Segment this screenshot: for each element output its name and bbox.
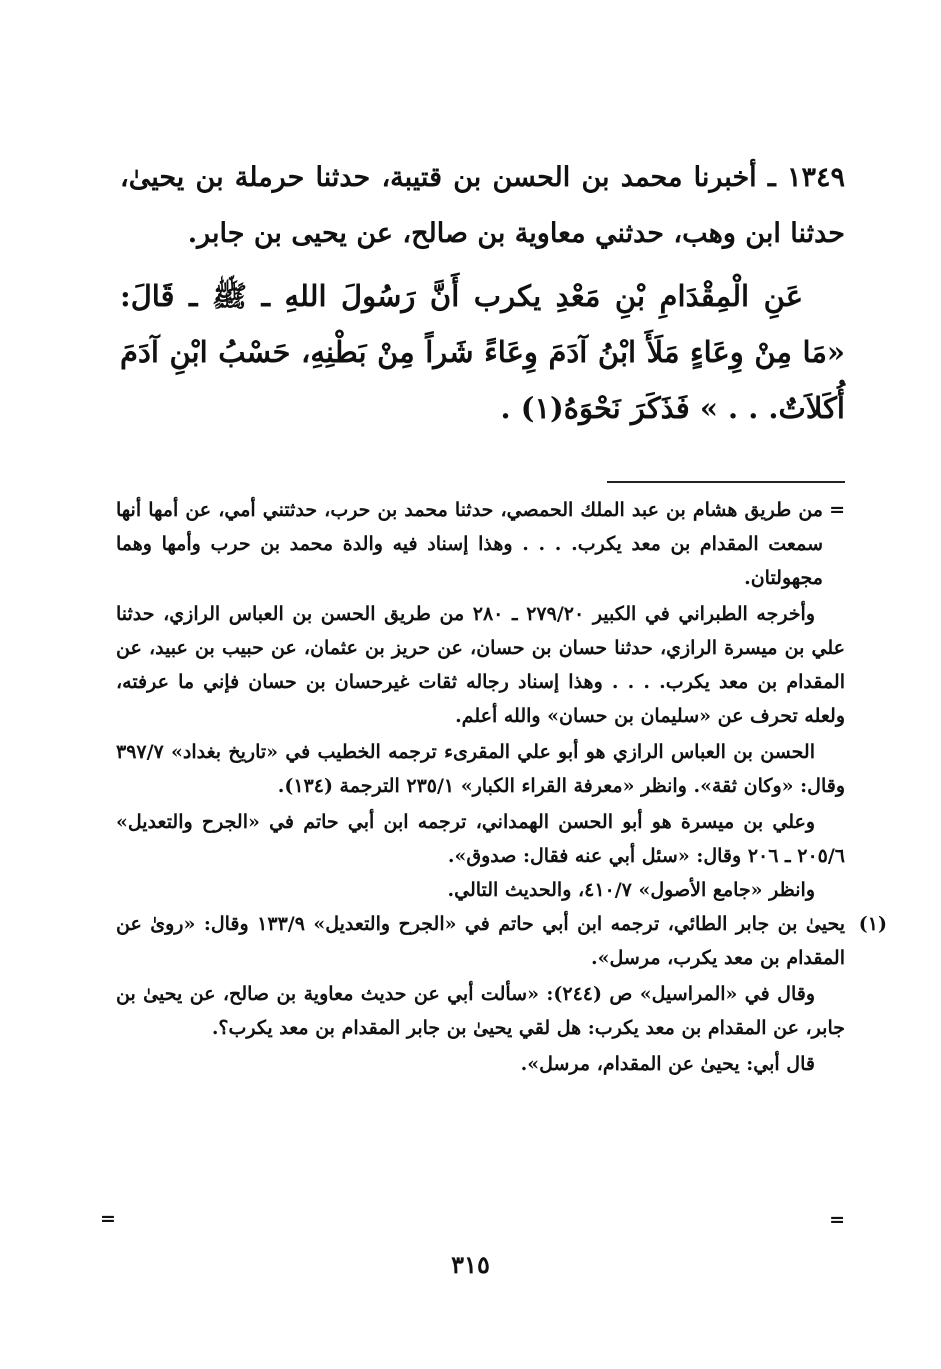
footnote-1 <box>116 907 887 975</box>
footnote-paragraph: وقال في «المراسيل» ص (٢٤٤): «سألت أبي عن حديث معاوية بن صالح، عن يحيىٰ بن جابر، عن المقدام بن معد يكرب: هل لقي يحيىٰ بن جابر المقدام بن معد يكرب؟. <box>116 983 845 1039</box>
end-marker-right: = <box>829 1209 845 1231</box>
main-text <box>120 150 845 436</box>
footnote-paragraph: وأخرجه الطبراني في الكبير ٢٧٩/٢٠ ـ ٢٨٠ من طريق الحسن بن العباس الرازي، حدثنا علي بن ميسرة الرازي، حدثنا حسان بن حسان، عن حريز بن عثمان، عن حبيب بن عبيد، عن المقدام بن معد يكرب. . . . وهذا إسناد رجاله ثقات غيرحسان بن حسان فإني ما عرفته، ولعله تحرف عن «سليمان بن حسان» والله أعلم. <box>116 603 845 727</box>
footnote-paragraph: من طريق هشام بن عبد الملك الحمصي، حدثنا محمد بن حرب، حدثتني أمي، عن أمها أنها سمعت المقدام بن معد يكرب. . . . وهذا إسناد فيه والدة محمد بن حرب وأمها وهما مجهولتان. <box>116 499 823 589</box>
end-marker-left: = <box>100 1208 116 1230</box>
continuation-marker: = <box>829 499 845 521</box>
footnote-paragraph: وعلي بن ميسرة هو أبو الحسن الهمداني، ترجمه ابن أبي حاتم في «الجرح والتعديل» ٢٠٥/٦ ـ ٢٠٦ وقال: «سئل أبي عنه فقال: صدوق». <box>116 811 845 867</box>
footnote-continuation <box>116 493 845 595</box>
footnote-paragraph: وانظر «جامع الأصول» ٤١٠/٧، والحديث التالي. <box>447 879 815 901</box>
footnote-paragraph: يحيىٰ بن جابر الطائي، ترجمه ابن أبي حاتم في «الجرح والتعديل» ١٣٣/٩ وقال: «روىٰ عن المقدام بن معد يكرب، مرسل». <box>116 913 846 969</box>
footnote-paragraph: الحسن بن العباس الرازي هو أبو علي المقرىء ترجمه الخطيب في «تاريخ بغداد» ٣٩٧/٧ وقال: «وكان ثقة». وانظر «معرفة القراء الكبار» ٢٣٥/١ الترجمة (١٣٤). <box>116 741 845 797</box>
page-number: ٣١٥ <box>451 1250 490 1279</box>
footnote-divider <box>607 481 845 483</box>
hadith-matn: عَنِ الْمِقْدَامِ بْنِ مَعْدِ يكرب أَنَّ رَسُولَ اللهِ ـ ﷺ ـ قَالَ: «مَا مِنْ وِعَاءٍ مَلَأَ ابْنُ آدَمَ وِعَاءً شَراً مِنْ بَطْنِهِ، حَسْبُ ابْنِ آدَمَ أُكَلاَتٌ. . . » فَذَكَرَ نَحْوَهُ(١) . <box>120 279 845 425</box>
hadith-isnad: ١٣٤٩ ـ أخبرنا محمد بن الحسن بن قتيبة، حدثنا حرملة بن يحيىٰ، حدثنا ابن وهب، حدثني معاوية بن صالح، عن يحيى بن جابر. <box>120 162 845 249</box>
footnote-paragraph: قال أبي: يحيىٰ عن المقدام، مرسل». <box>520 1053 815 1075</box>
footnote-number: (١) <box>858 913 887 935</box>
footnotes <box>116 493 887 1081</box>
